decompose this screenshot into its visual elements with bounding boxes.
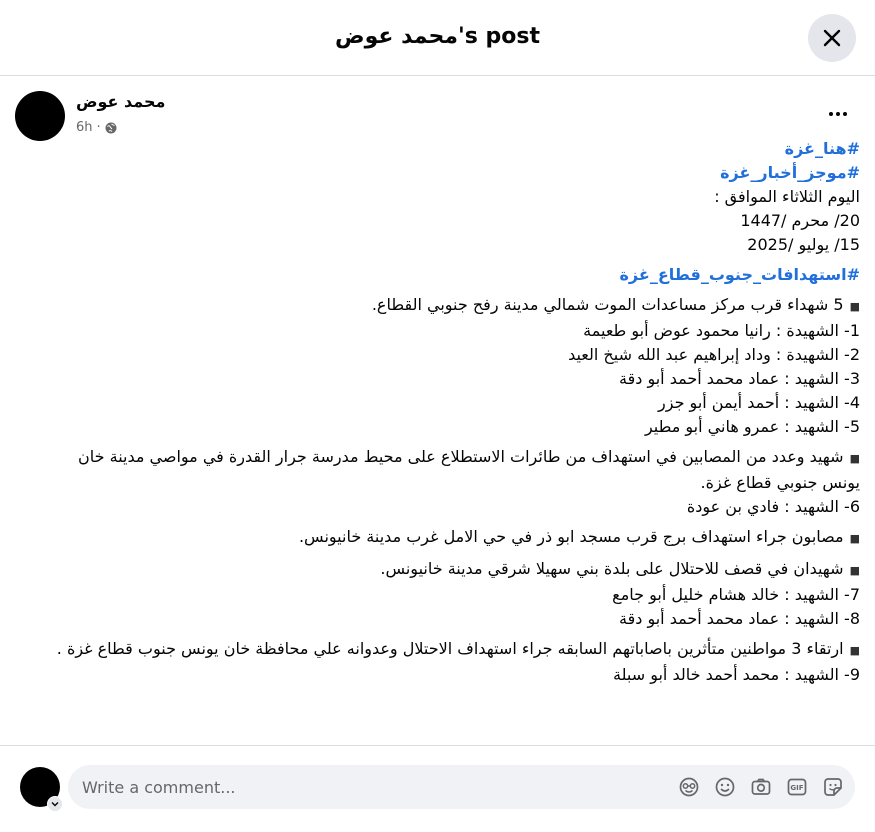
post-time[interactable]: 6h bbox=[76, 120, 93, 135]
comment-composer bbox=[0, 745, 875, 832]
bullet-icon: ■ bbox=[849, 452, 860, 465]
post-line: 8- الشهيد : عماد محمد أحمد أبو دقة bbox=[619, 609, 860, 628]
meta-separator: · bbox=[96, 120, 101, 135]
globe-icon bbox=[105, 122, 117, 134]
more-icon bbox=[829, 112, 833, 116]
post-meta bbox=[76, 120, 117, 135]
gif-icon bbox=[786, 776, 808, 798]
post-line: 5 شهداء قرب مركز مساعدات الموت شمالي مدينة رفح جنوبي القطاع. bbox=[371, 295, 844, 314]
bullet-icon: ■ bbox=[849, 300, 860, 313]
post-line: 5- الشهيد : عمرو هاني أبو مطير bbox=[644, 417, 860, 436]
post-line: 1- الشهيدة : رانيا محمود عوض أبو طعيمة bbox=[583, 321, 860, 340]
post-line: 6- الشهيد : فادي بن عودة bbox=[686, 497, 860, 516]
post-line: 15/ يوليو /2025 bbox=[747, 235, 860, 254]
avatar-sticker-button[interactable] bbox=[677, 775, 701, 799]
close-button[interactable] bbox=[808, 14, 856, 62]
comment-input[interactable] bbox=[68, 765, 628, 809]
comment-tools bbox=[677, 775, 845, 799]
bullet-icon: ■ bbox=[849, 532, 860, 545]
post-line: 3- الشهيد : عماد محمد أحمد أبو دقة bbox=[619, 369, 860, 388]
svg-text:GIF: GIF bbox=[790, 784, 804, 793]
post-line: 7- الشهيد : خالد هشام خليل أبو جامع bbox=[612, 585, 860, 604]
photo-button[interactable] bbox=[749, 775, 773, 799]
bullet-icon: ■ bbox=[849, 564, 860, 577]
post-line: مصابون جراء استهداف برج قرب مسجد ابو ذر في حي الامل غرب مدينة خانيونس. bbox=[298, 527, 844, 546]
dialog-header bbox=[0, 0, 875, 76]
hashtag-link[interactable]: #استهدافات_جنوب_قطاع_غزة bbox=[619, 265, 860, 284]
more-options-button[interactable] bbox=[820, 99, 856, 129]
post-line: شهيد وعدد من المصابين في استهداف من طائرات الاستطلاع على محيط مدرسة جرار القدرة في مواصي مدينة خان يونس جنوبي قطاع غزة. bbox=[78, 447, 860, 492]
emoji-button[interactable] bbox=[713, 775, 737, 799]
post-line: اليوم الثلاثاء الموافق : bbox=[714, 187, 860, 206]
close-icon bbox=[822, 28, 842, 48]
profile-switch-button[interactable] bbox=[47, 796, 63, 812]
post-line: 2- الشهيدة : وداد إبراهيم عبد الله شيخ العيد bbox=[568, 345, 860, 364]
sticker-icon bbox=[822, 776, 844, 798]
author-avatar[interactable] bbox=[15, 91, 65, 141]
comment-box[interactable] bbox=[68, 765, 855, 809]
post-scroll-area[interactable] bbox=[0, 77, 875, 745]
post-text bbox=[38, 137, 860, 687]
avatar-sticker-icon bbox=[678, 776, 700, 798]
author-name[interactable]: محمد عوض bbox=[76, 92, 166, 111]
post-line: 4- الشهيد : أحمد أيمن أبو جزر bbox=[658, 393, 860, 412]
post-line: ارتقاء 3 مواطنين متأثرين باصاباتهم السابقه جراء استهداف الاحتلال وعدوانه علي محافظة خان يونس جنوب قطاع غزة . bbox=[56, 639, 844, 658]
bullet-icon: ■ bbox=[849, 644, 860, 657]
post-line: 20/ محرم /1447 bbox=[740, 211, 860, 230]
chevron-down-icon bbox=[51, 800, 59, 808]
hashtag-link[interactable]: #هنا_غزة bbox=[784, 139, 860, 158]
post-line: شهيدان في قصف للاحتلال على بلدة بني سهيلا شرقي مدينة خانيونس. bbox=[380, 559, 844, 578]
dialog-title: محمد عوض's post bbox=[335, 24, 540, 49]
sticker-button[interactable] bbox=[821, 775, 845, 799]
camera-icon bbox=[750, 776, 772, 798]
hashtag-link[interactable]: #موجز_أخبار_غزة bbox=[720, 163, 860, 182]
gif-button[interactable] bbox=[785, 775, 809, 799]
post-line: 9- الشهيد : محمد أحمد خالد أبو سبلة bbox=[613, 665, 860, 684]
emoji-icon bbox=[714, 776, 736, 798]
